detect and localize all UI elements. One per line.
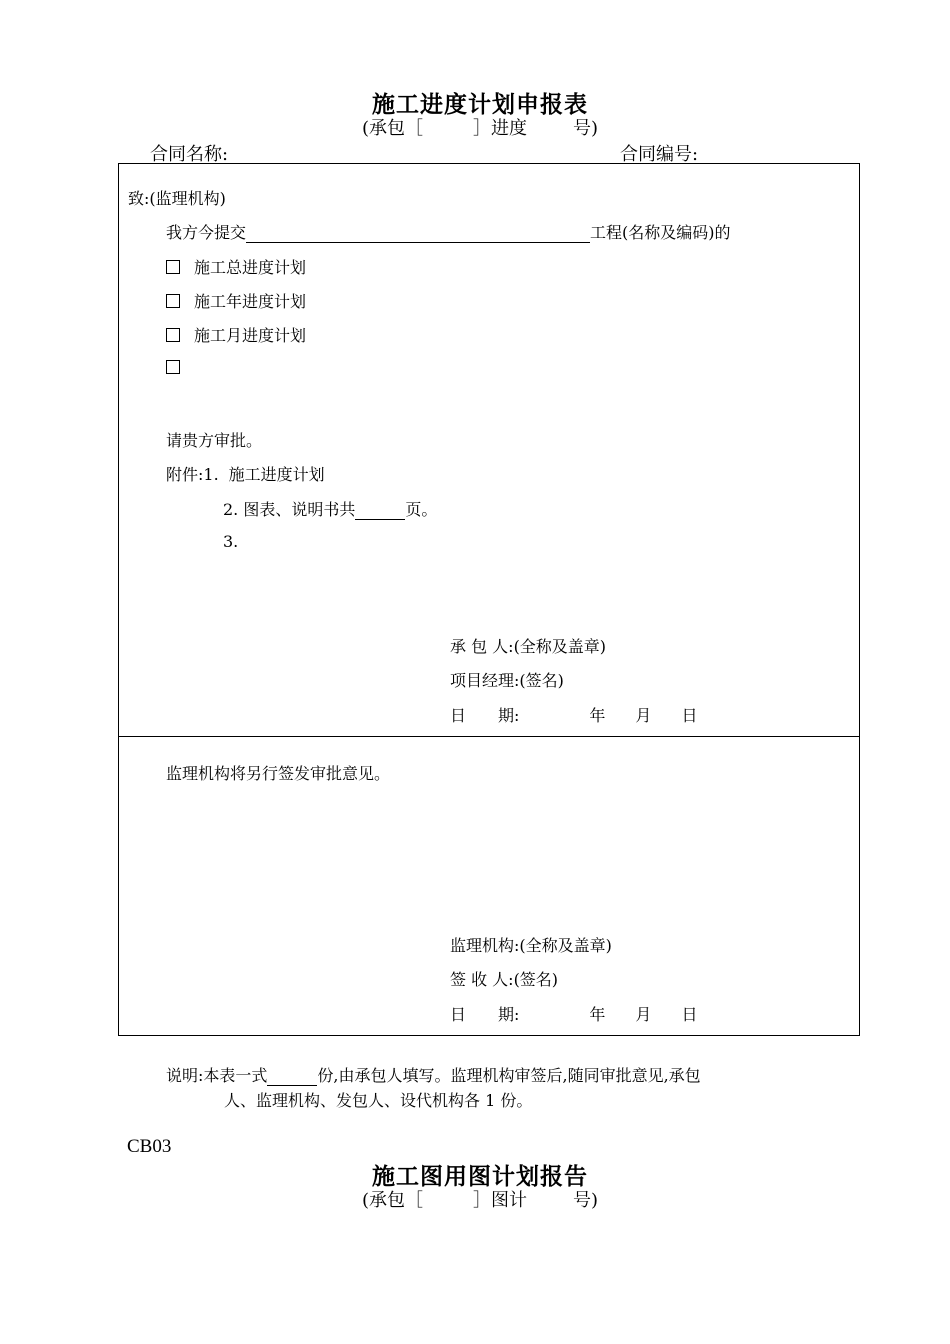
project-name-blank[interactable]: [246, 228, 590, 243]
attach-1-text: 施工进度计划: [228, 465, 325, 484]
month-label: 月: [635, 706, 652, 725]
checkbox[interactable]: [166, 360, 180, 374]
page-count-blank[interactable]: [355, 505, 405, 520]
receiver-label: 签 收 人:(签名): [450, 970, 559, 989]
date-label: 日 期:: [450, 1005, 520, 1024]
option-label: 施工年进度计划: [194, 292, 307, 311]
option-label: 施工月进度计划: [194, 326, 307, 345]
form-subtitle: [362, 114, 598, 140]
subtitle-left: (承包［: [362, 118, 424, 139]
option-other[interactable]: [166, 358, 194, 377]
submit-line: [166, 220, 731, 243]
subtitle-mid: ］图计: [473, 1190, 528, 1211]
submit-suffix: 工程(名称及编码)的: [590, 223, 731, 242]
copies-blank[interactable]: [267, 1071, 317, 1086]
date-row: [450, 703, 697, 726]
note-line-2: 人、监理机构、发包人、设代机构各 1 份。: [224, 1091, 533, 1110]
attach-label: 附件:1.: [166, 465, 219, 484]
form-title: 施工进度计划申报表: [372, 91, 588, 118]
supervisor-note: 监理机构将另行签发审批意见。: [166, 764, 391, 783]
checkbox[interactable]: [166, 260, 180, 274]
option-total-plan[interactable]: [166, 255, 306, 278]
checkbox[interactable]: [166, 294, 180, 308]
supervisor-label: 监理机构:(全称及盖章): [450, 936, 612, 955]
subtitle-left: (承包［: [362, 1190, 424, 1211]
attach-2-suffix: 页。: [405, 500, 438, 519]
day-label: 日: [681, 706, 698, 725]
project-manager-label: 项目经理:(签名): [450, 671, 564, 690]
form-code: CB03: [127, 1136, 172, 1157]
year-label: 年: [589, 706, 606, 725]
month-label: 月: [635, 1005, 652, 1024]
contractor-label: 承 包 人:(全称及盖章): [450, 637, 607, 656]
attachment-3: 3.: [223, 532, 239, 551]
option-label: 施工总进度计划: [194, 258, 307, 277]
to-label: 致:(监理机构): [128, 189, 226, 208]
option-monthly-plan[interactable]: [166, 323, 306, 346]
attach-2-prefix: 2. 图表、说明书共: [223, 500, 356, 519]
day-label: 日: [681, 1005, 698, 1024]
attachment-1: [166, 462, 325, 485]
attachment-2: [223, 497, 437, 520]
note-suffix: 份,由承包人填写。监理机构审签后,随同审批意见,承包: [317, 1066, 701, 1085]
request-text: 请贵方审批。: [166, 431, 263, 450]
note-prefix: 说明:本表一式: [166, 1066, 268, 1085]
contract-no-label: 合同编号:: [620, 144, 699, 165]
note-line-1: [166, 1063, 701, 1086]
subtitle-right: 号): [573, 118, 599, 139]
option-annual-plan[interactable]: [166, 289, 306, 312]
subtitle-right: 号): [573, 1190, 599, 1211]
subtitle-mid: ］进度: [473, 118, 528, 139]
year-label: 年: [589, 1005, 606, 1024]
table-divider: [118, 736, 860, 737]
date-label: 日 期:: [450, 706, 520, 725]
form2-title: 施工图用图计划报告: [372, 1163, 588, 1190]
contract-name-label: 合同名称:: [150, 144, 229, 165]
checkbox[interactable]: [166, 328, 180, 342]
date-row-2: [450, 1002, 697, 1025]
submit-prefix: 我方今提交: [166, 223, 247, 242]
form2-subtitle: [362, 1186, 598, 1212]
